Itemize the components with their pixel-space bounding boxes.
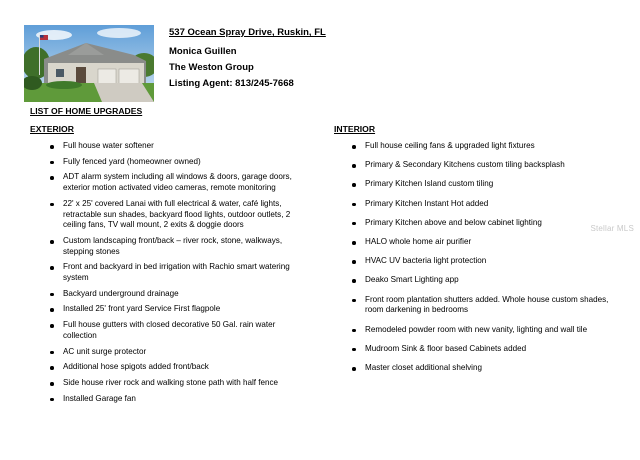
list-item: AC unit surge protector — [49, 347, 304, 358]
list-item: Master closet additional shelving — [351, 363, 613, 374]
list-item: Remodeled powder room with new vanity, lighting and wall tile — [351, 325, 613, 336]
listing-header — [169, 26, 326, 93]
mls-watermark: Stellar MLS — [590, 224, 634, 233]
list-item: Full house ceiling fans & upgraded light fixtures — [351, 141, 613, 152]
list-item: Fully fenced yard (homeowner owned) — [49, 157, 304, 168]
agent-name: Monica Guillen — [169, 46, 237, 57]
list-item: HALO whole home air purifier — [351, 237, 613, 248]
list-item: Full house gutters with closed decorative 50 Gal. rain water collection — [49, 320, 304, 341]
exterior-heading: EXTERIOR — [30, 124, 74, 134]
list-item: Backyard underground drainage — [49, 289, 304, 300]
list-item: Installed 25' front yard Service First flagpole — [49, 304, 304, 315]
list-item: Primary Kitchen above and below cabinet lighting — [351, 218, 613, 229]
list-item: Primary Kitchen Island custom tiling — [351, 179, 613, 190]
list-item: Front room plantation shutters added. Whole house custom shades, room darkening in bedrooms — [351, 295, 613, 316]
list-item: Front and backyard in bed irrigation with Rachio smart watering system — [49, 262, 304, 283]
house-photo — [24, 25, 154, 102]
property-address: 537 Ocean Spray Drive, Ruskin, FL — [169, 27, 326, 38]
exterior-upgrades-list — [49, 141, 304, 409]
list-item: ADT alarm system including all windows & doors, garage doors, exterior motion activated video cameras, remote monitoring — [49, 172, 304, 193]
list-item: 22' x 25' covered Lanai with full electrical & water, café lights, retractable sun shades, backyard flood lights, outdoor outlets, 2 ceiling fans, TV wall mount, 2 exits & doggie doors — [49, 199, 304, 231]
list-item: Side house river rock and walking stone path with half fence — [49, 378, 304, 389]
agent-group: The Weston Group — [169, 62, 254, 73]
list-item: Primary Kitchen Instant Hot added — [351, 199, 613, 210]
list-item: Custom landscaping front/back – river rock, stone, walkways, stepping stones — [49, 236, 304, 257]
listing-agent-phone: Listing Agent: 813/245-7668 — [169, 78, 294, 89]
list-item: Mudroom Sink & floor based Cabinets added — [351, 344, 613, 355]
list-item: Primary & Secondary Kitchens custom tiling backsplash — [351, 160, 613, 171]
list-item: HVAC UV bacteria light protection — [351, 256, 613, 267]
list-item: Full house water softener — [49, 141, 304, 152]
list-item: Deako Smart Lighting app — [351, 275, 613, 286]
interior-heading: INTERIOR — [334, 124, 376, 134]
list-item: Installed Garage fan — [49, 394, 304, 405]
list-item: Additional hose spigots added front/back — [49, 362, 304, 373]
interior-upgrades-list — [351, 141, 613, 382]
list-title: LIST OF HOME UPGRADES — [30, 106, 143, 116]
